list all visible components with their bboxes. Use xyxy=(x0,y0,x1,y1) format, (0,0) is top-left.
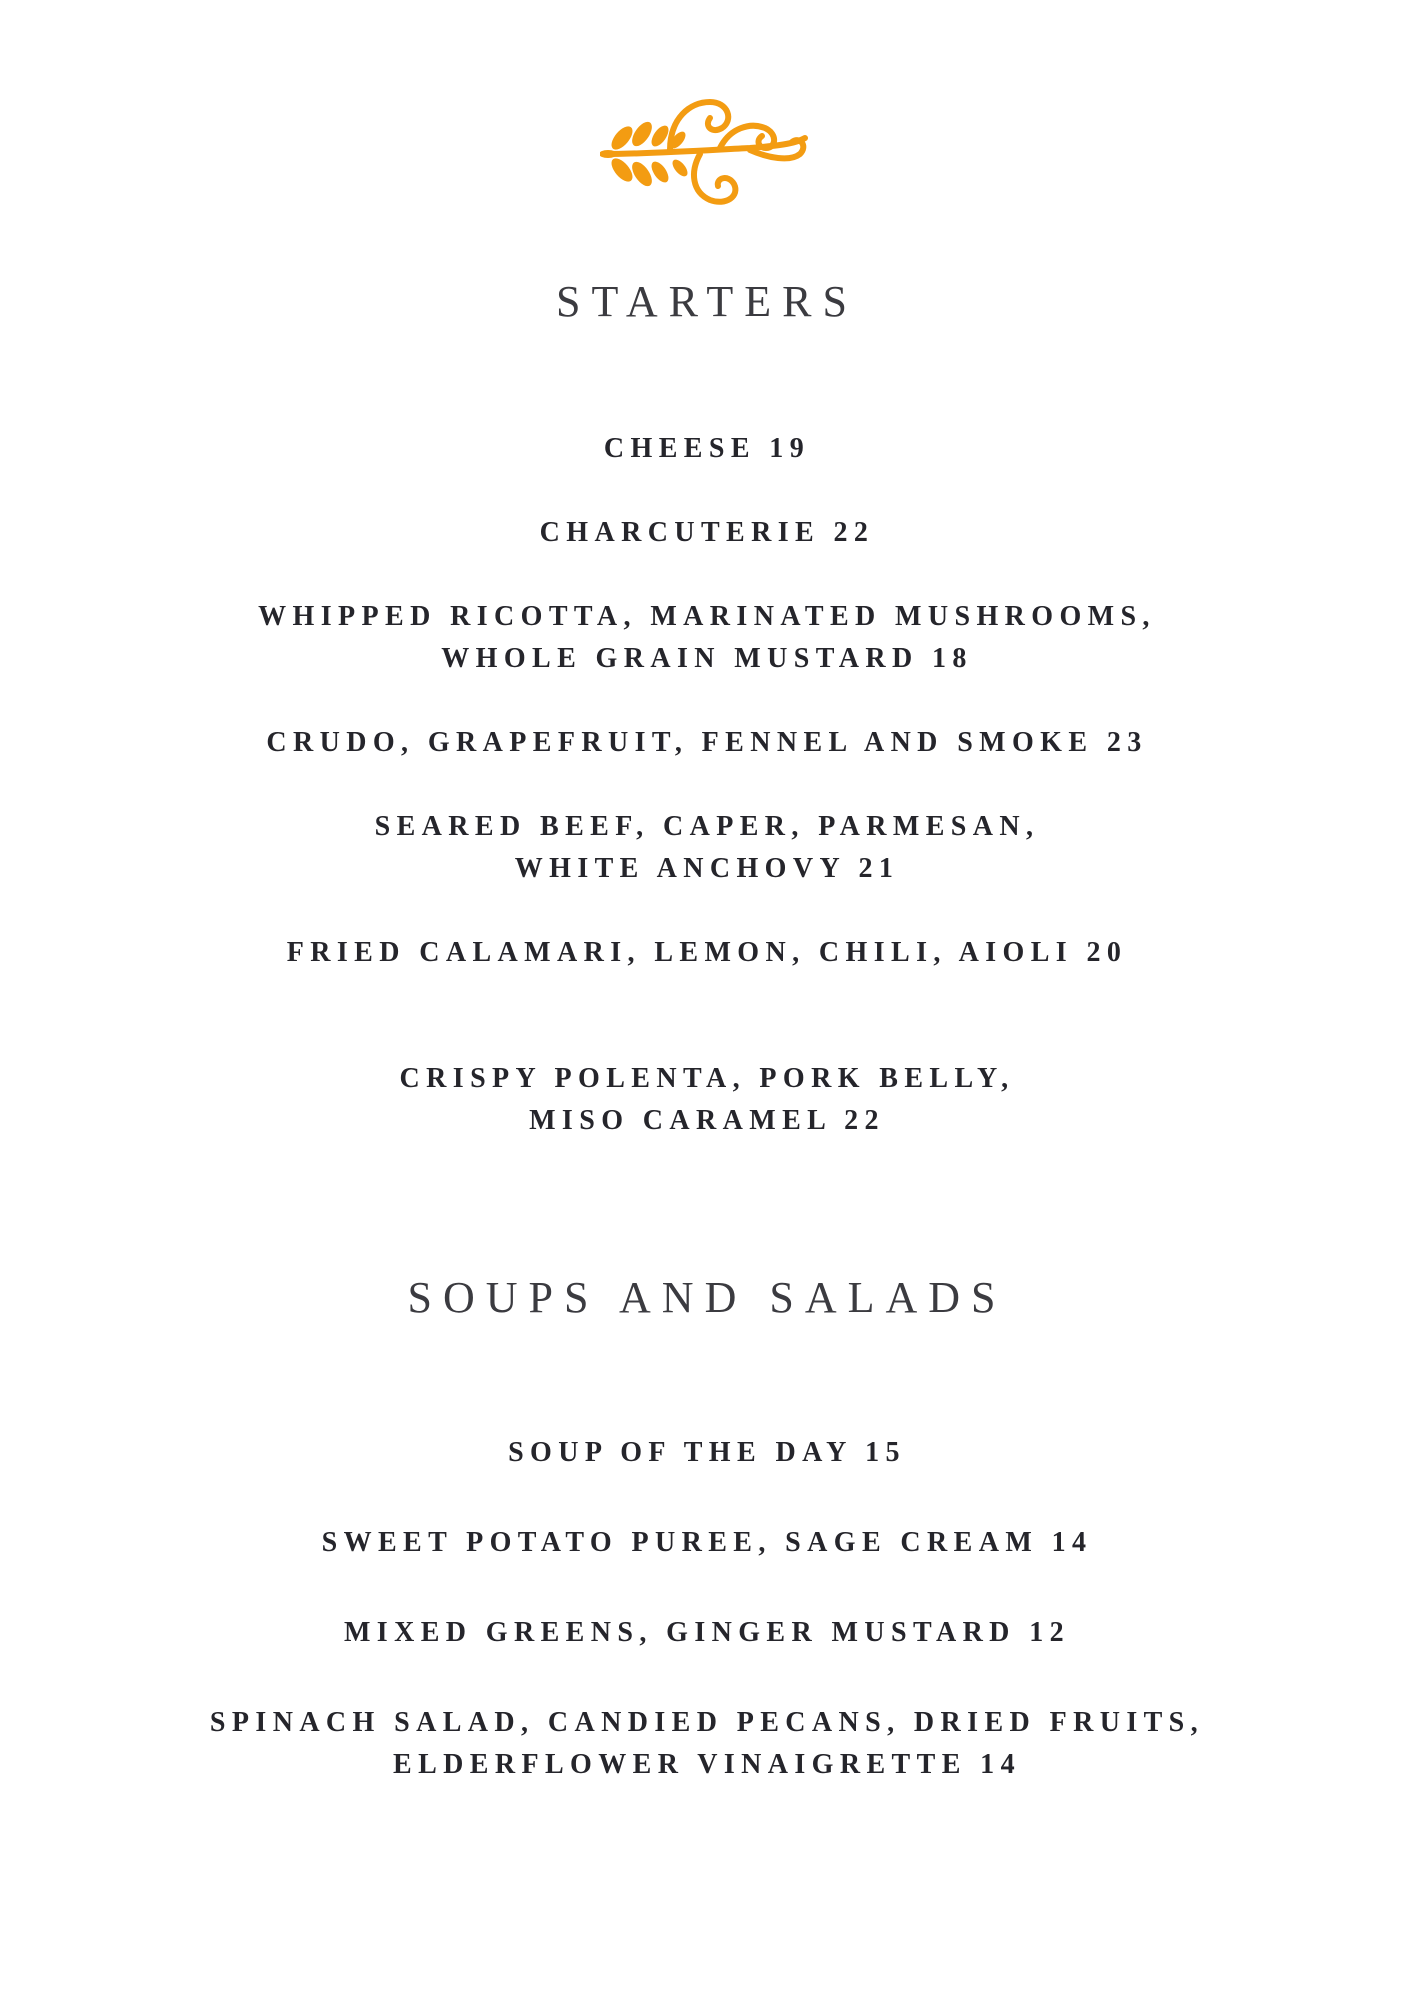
menu-item-text: MISO CARAMEL 22 xyxy=(529,1105,885,1136)
menu-item xyxy=(0,1702,1414,1786)
menu-item-text: WHITE ANCHOVY 21 xyxy=(514,853,900,884)
menu-item xyxy=(0,596,1414,680)
menu-item xyxy=(0,428,1414,470)
menu-item-text: CRUDO, GRAPEFRUIT, FENNEL AND SMOKE 23 xyxy=(266,727,1148,758)
menu-item-text: CRISPY POLENTA, PORK BELLY, xyxy=(399,1063,1015,1094)
menu-item-text: CHARCUTERIE 22 xyxy=(539,517,875,548)
menu-item xyxy=(0,1522,1414,1564)
menu-item-text: SWEET POTATO PUREE, SAGE CREAM 14 xyxy=(321,1527,1093,1558)
section-heading-starters: STARTERS xyxy=(556,277,858,326)
menu-item xyxy=(0,932,1414,974)
menu-item-text: WHOLE GRAIN MUSTARD 18 xyxy=(441,643,973,674)
menu-item-text: CHEESE 19 xyxy=(603,433,811,464)
menu-item xyxy=(0,1058,1414,1142)
menu-item xyxy=(0,1432,1414,1474)
menu-item-text: SPINACH SALAD, CANDIED PECANS, DRIED FRUITS, xyxy=(209,1707,1205,1738)
menu-item xyxy=(0,806,1414,890)
menu-item-text: ELDERFLOWER VINAIGRETTE 14 xyxy=(393,1749,1021,1780)
menu-item xyxy=(0,722,1414,764)
menu-item xyxy=(0,1612,1414,1654)
menu-item-text: SEARED BEEF, CAPER, PARMESAN, xyxy=(374,811,1040,842)
menu-item-text: SOUP OF THE DAY 15 xyxy=(508,1437,906,1468)
menu-item-text: FRIED CALAMARI, LEMON, CHILI, AIOLI 20 xyxy=(286,937,1128,968)
menu-item-text: WHIPPED RICOTTA, MARINATED MUSHROOMS, xyxy=(258,601,1156,632)
section-heading-soups-and-salads: SOUPS AND SALADS xyxy=(407,1273,1007,1322)
menu-item xyxy=(0,512,1414,554)
flourish-leaf-icon xyxy=(600,88,814,216)
menu-item-text: MIXED GREENS, GINGER MUSTARD 12 xyxy=(343,1617,1071,1648)
